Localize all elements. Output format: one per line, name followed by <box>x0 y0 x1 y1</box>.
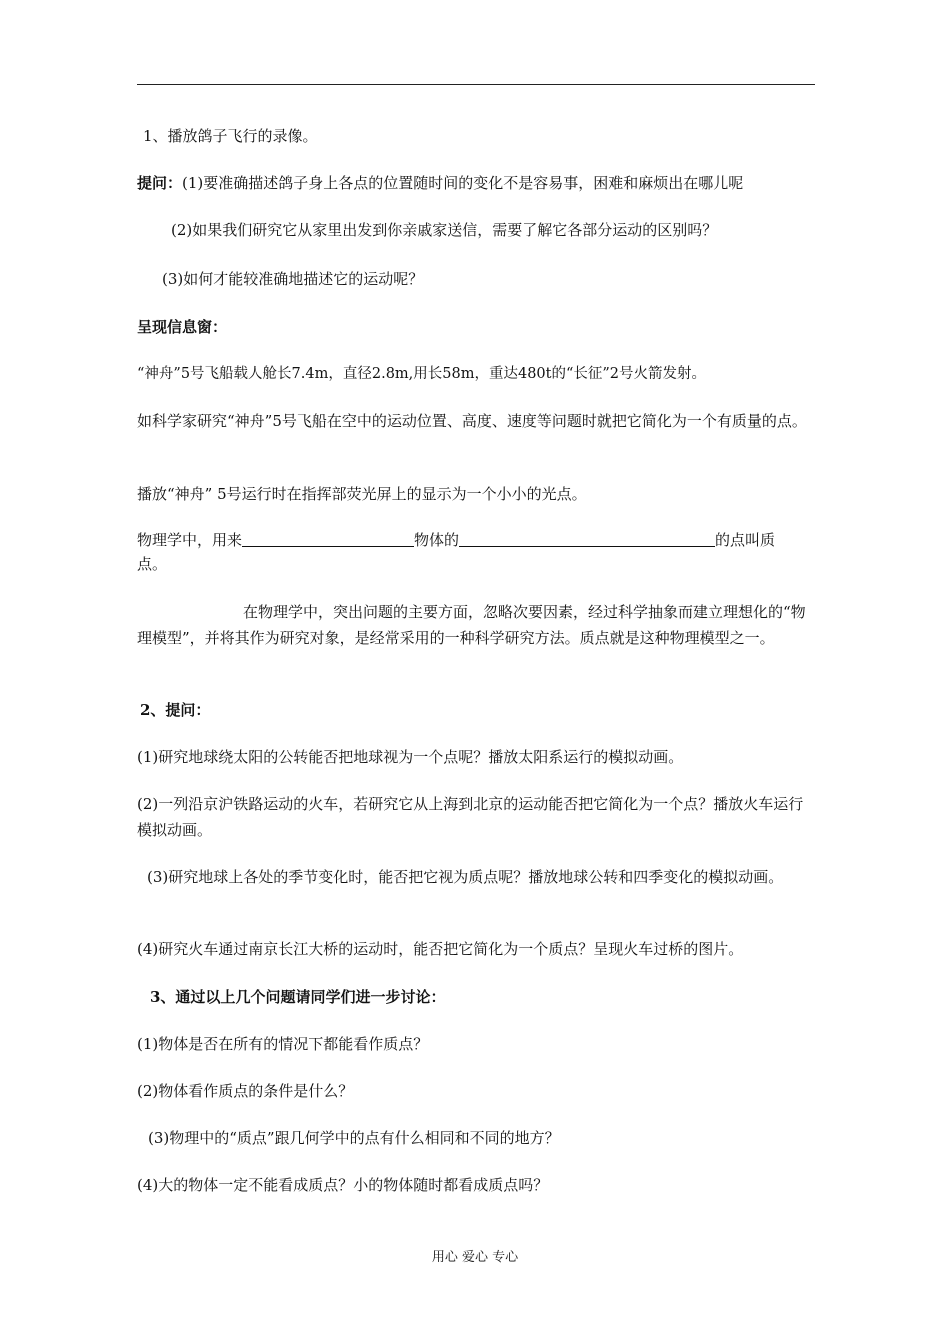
step-3-question-4: (4)大的物体一定不能看成质点？小的物体随时都看成质点吗？ <box>137 1176 549 1194</box>
blank-2[interactable] <box>459 531 715 547</box>
step-3-question-3: (3)物理中的“质点”跟几何学中的点有什么相同和不同的地方？ <box>148 1129 560 1147</box>
step-2-heading: 2、提问： <box>140 701 211 719</box>
question-2: (2)如果我们研究它从家里出发到你亲戚家送信，需要了解它各部分运动的区别吗？ <box>171 221 718 239</box>
fill-blank-line-end: 点。 <box>137 555 168 573</box>
step-2-question-2: (2)一列沿京沪铁路运动的火车，若研究它从上海到北京的运动能否把它简化为一个点？播放火车运行模拟动画。 <box>137 795 804 839</box>
fill-blank-line <box>137 527 815 553</box>
fill-blank-text-b: 物体的 <box>414 531 460 549</box>
question-3: (3)如何才能较准确地描述它的运动呢？ <box>162 270 424 288</box>
fill-blank-text-a: 物理学中，用来 <box>137 531 243 549</box>
info-window-heading: 呈现信息窗： <box>137 318 228 336</box>
shenzhou-point-paragraph: 如科学家研究“神舟”5号飞船在空中的运动位置、高度、速度等问题时就把它简化为一个有质量的点。 <box>137 412 807 430</box>
step-2-question-3: (3)研究地球上各处的季节变化时，能否把它视为质点呢？播放地球公转和四季变化的模拟动画。 <box>147 868 784 886</box>
step-1-heading: 1、播放鸽子飞行的录像。 <box>143 127 318 145</box>
header-rule <box>137 84 815 85</box>
step-2-question-4: (4)研究火车通过南京长江大桥的运动时，能否把它简化为一个质点？呈现火车过桥的图片。 <box>137 940 744 958</box>
step-3-heading <box>150 984 828 1010</box>
blank-1[interactable] <box>242 531 414 547</box>
step-3-heading-text: 3、通过以上几个问题请同学们进一步讨论： <box>150 988 446 1006</box>
physical-model-paragraph: 在物理学中，突出问题的主要方面，忽略次要因素，经过科学抽象而建立理想化的“物理模型”，并将其作为研究对象，是经常采用的一种科学研究方法。质点就是这种物理模型之一。 <box>137 603 806 647</box>
step-3-question-1: (1)物体是否在所有的情况下都能看作质点？ <box>137 1035 429 1053</box>
fill-blank-text-c: 的点叫质 <box>715 531 776 549</box>
shenzhou-screen-paragraph: 播放“神舟” 5号运行时在指挥部荧光屏上的显示为一个小小的光点。 <box>137 485 587 503</box>
question-1 <box>137 170 815 196</box>
shenzhou-specs: “神舟”5号飞船载人舱长7.4m，直径2.8m,用长58m，重达480t的“长征”2号火箭发射。 <box>137 366 707 382</box>
step-2-question-1: (1)研究地球绕太阳的公转能否把地球视为一个点呢？播放太阳系运行的模拟动画。 <box>137 748 684 766</box>
page-footer: 用心 爱心 专心 <box>431 1250 519 1265</box>
step-3-question-2: (2)物体看作质点的条件是什么？ <box>137 1082 354 1100</box>
question-1-text: (1)要准确描述鸽子身上各点的位置随时间的变化不是容易事，困难和麻烦出在哪儿呢 <box>182 174 744 192</box>
question-label: 提问： <box>137 174 183 192</box>
